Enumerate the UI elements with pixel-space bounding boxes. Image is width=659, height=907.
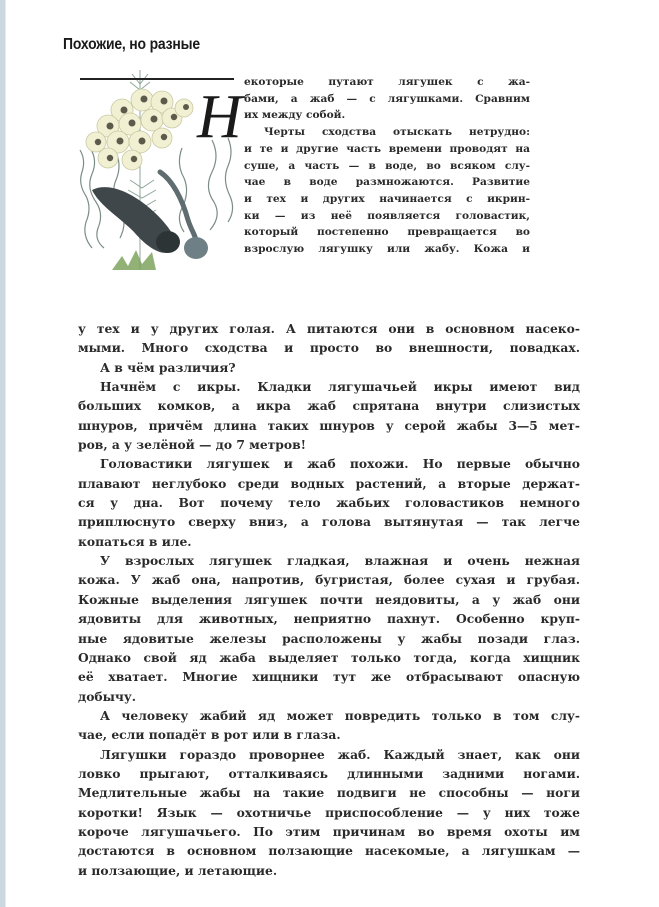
body-text	[78, 319, 580, 880]
text-line: их между собой.	[244, 109, 346, 122]
text-line: Кожные выделения лягушек почти неядовиты, а у жаб они	[78, 591, 580, 607]
text-line: чае в воде размножаются. Развитие	[244, 176, 530, 189]
text-line: Однако свой яд жаба выделяет только тогда, когда хищник	[78, 649, 580, 665]
text-line: и тех и других начинается с икрин-	[244, 192, 530, 205]
text-line: взрослую лягушку или жабу. Кожа и	[244, 243, 530, 256]
text-line: ки — из неё появляется головастик,	[244, 209, 530, 222]
decorative-rule	[80, 78, 234, 80]
text-line: А человеку жабий яд может повредить только в том слу-	[100, 707, 580, 723]
text-line: и те и другие часть времени проводят на	[244, 142, 530, 155]
text-line: Лягушки гораздо проворнее жаб. Каждый знает, как они	[100, 746, 580, 762]
text-line: достаются в основном ползающие насекомые, а лягушкам —	[78, 843, 580, 859]
text-line: шнуров, причём длина таких шнуров у серой жабы 3—5 мет-	[78, 417, 580, 433]
text-line: плавают неглубоко среди водных растений, а вторые держат-	[78, 475, 580, 491]
section-title: Похожие, но разные	[63, 36, 200, 53]
text-line: Черты сходства отыскать нетрудно:	[264, 126, 530, 139]
text-line: который постепенно превращается во	[244, 226, 530, 239]
tadpole-icon	[92, 187, 180, 253]
text-line: ловко прыгают, отталкиваясь длинными задними ногами.	[78, 765, 580, 781]
intro-column	[244, 74, 530, 258]
text-line: екоторые путают лягушек с жа-	[244, 76, 530, 88]
text-line: больших комков, а икра жаб спрятана внутри слизистых	[78, 398, 580, 414]
text-line: чае, если попадёт в рот или в глаза.	[78, 727, 341, 743]
text-line: короче лягушачьего. По этим причинам во время охоты им	[78, 823, 580, 839]
text-line: У взрослых лягушек гладкая, влажная и очень нежная	[100, 553, 580, 569]
text-line: ся у дна. Вот почему тело жабьих головастиков немного	[78, 495, 580, 511]
text-line: Начнём с икры. Кладки лягушачьей икры имеют вид	[100, 379, 580, 395]
text-line: коротки! Язык — охотничье приспособление — у них тоже	[78, 804, 580, 820]
text-line: добычу.	[78, 688, 137, 704]
text-line: приплюснуто сверху вниз, а голова вытянутая — так легче	[78, 514, 580, 530]
text-line: копаться в иле.	[78, 533, 192, 549]
text-line: ные ядовитые железы расположены у жабы позади глаз.	[78, 630, 580, 646]
text-line: Головастики лягушек и жаб похожи. Но первые обычно	[100, 456, 580, 472]
drop-cap: Н	[197, 83, 242, 151]
frog-eggs-icon	[86, 89, 193, 170]
text-line: суше, а часть — в воде, во всяком слу-	[244, 159, 530, 172]
text-line: и ползающие, и летающие.	[78, 862, 278, 878]
text-line: ядовиты для животных, неприятно пахнут. Особенно круп-	[78, 611, 580, 627]
text-line: у тех и у других голая. А питаются они в основном насеко-	[78, 321, 580, 336]
text-line: её хватает. Многие хищники тут же отбрасывают опасную	[78, 669, 580, 685]
text-line: мыми. Много сходства и просто во внешности, повадках.	[78, 340, 580, 356]
text-line: кожа. У жаб она, напротив, бугристая, более сухая и грубая.	[78, 572, 580, 588]
text-line: Медлительные жабы на такие подвиги не способны — ноги	[78, 785, 580, 801]
window-edge-highlight	[5, 0, 6, 907]
text-line: бами, а жаб — с лягушками. Сравним	[244, 92, 530, 105]
text-line: ров, а у зелёной — до 7 метров!	[78, 437, 307, 453]
text-line: А в чём различия?	[100, 359, 236, 375]
